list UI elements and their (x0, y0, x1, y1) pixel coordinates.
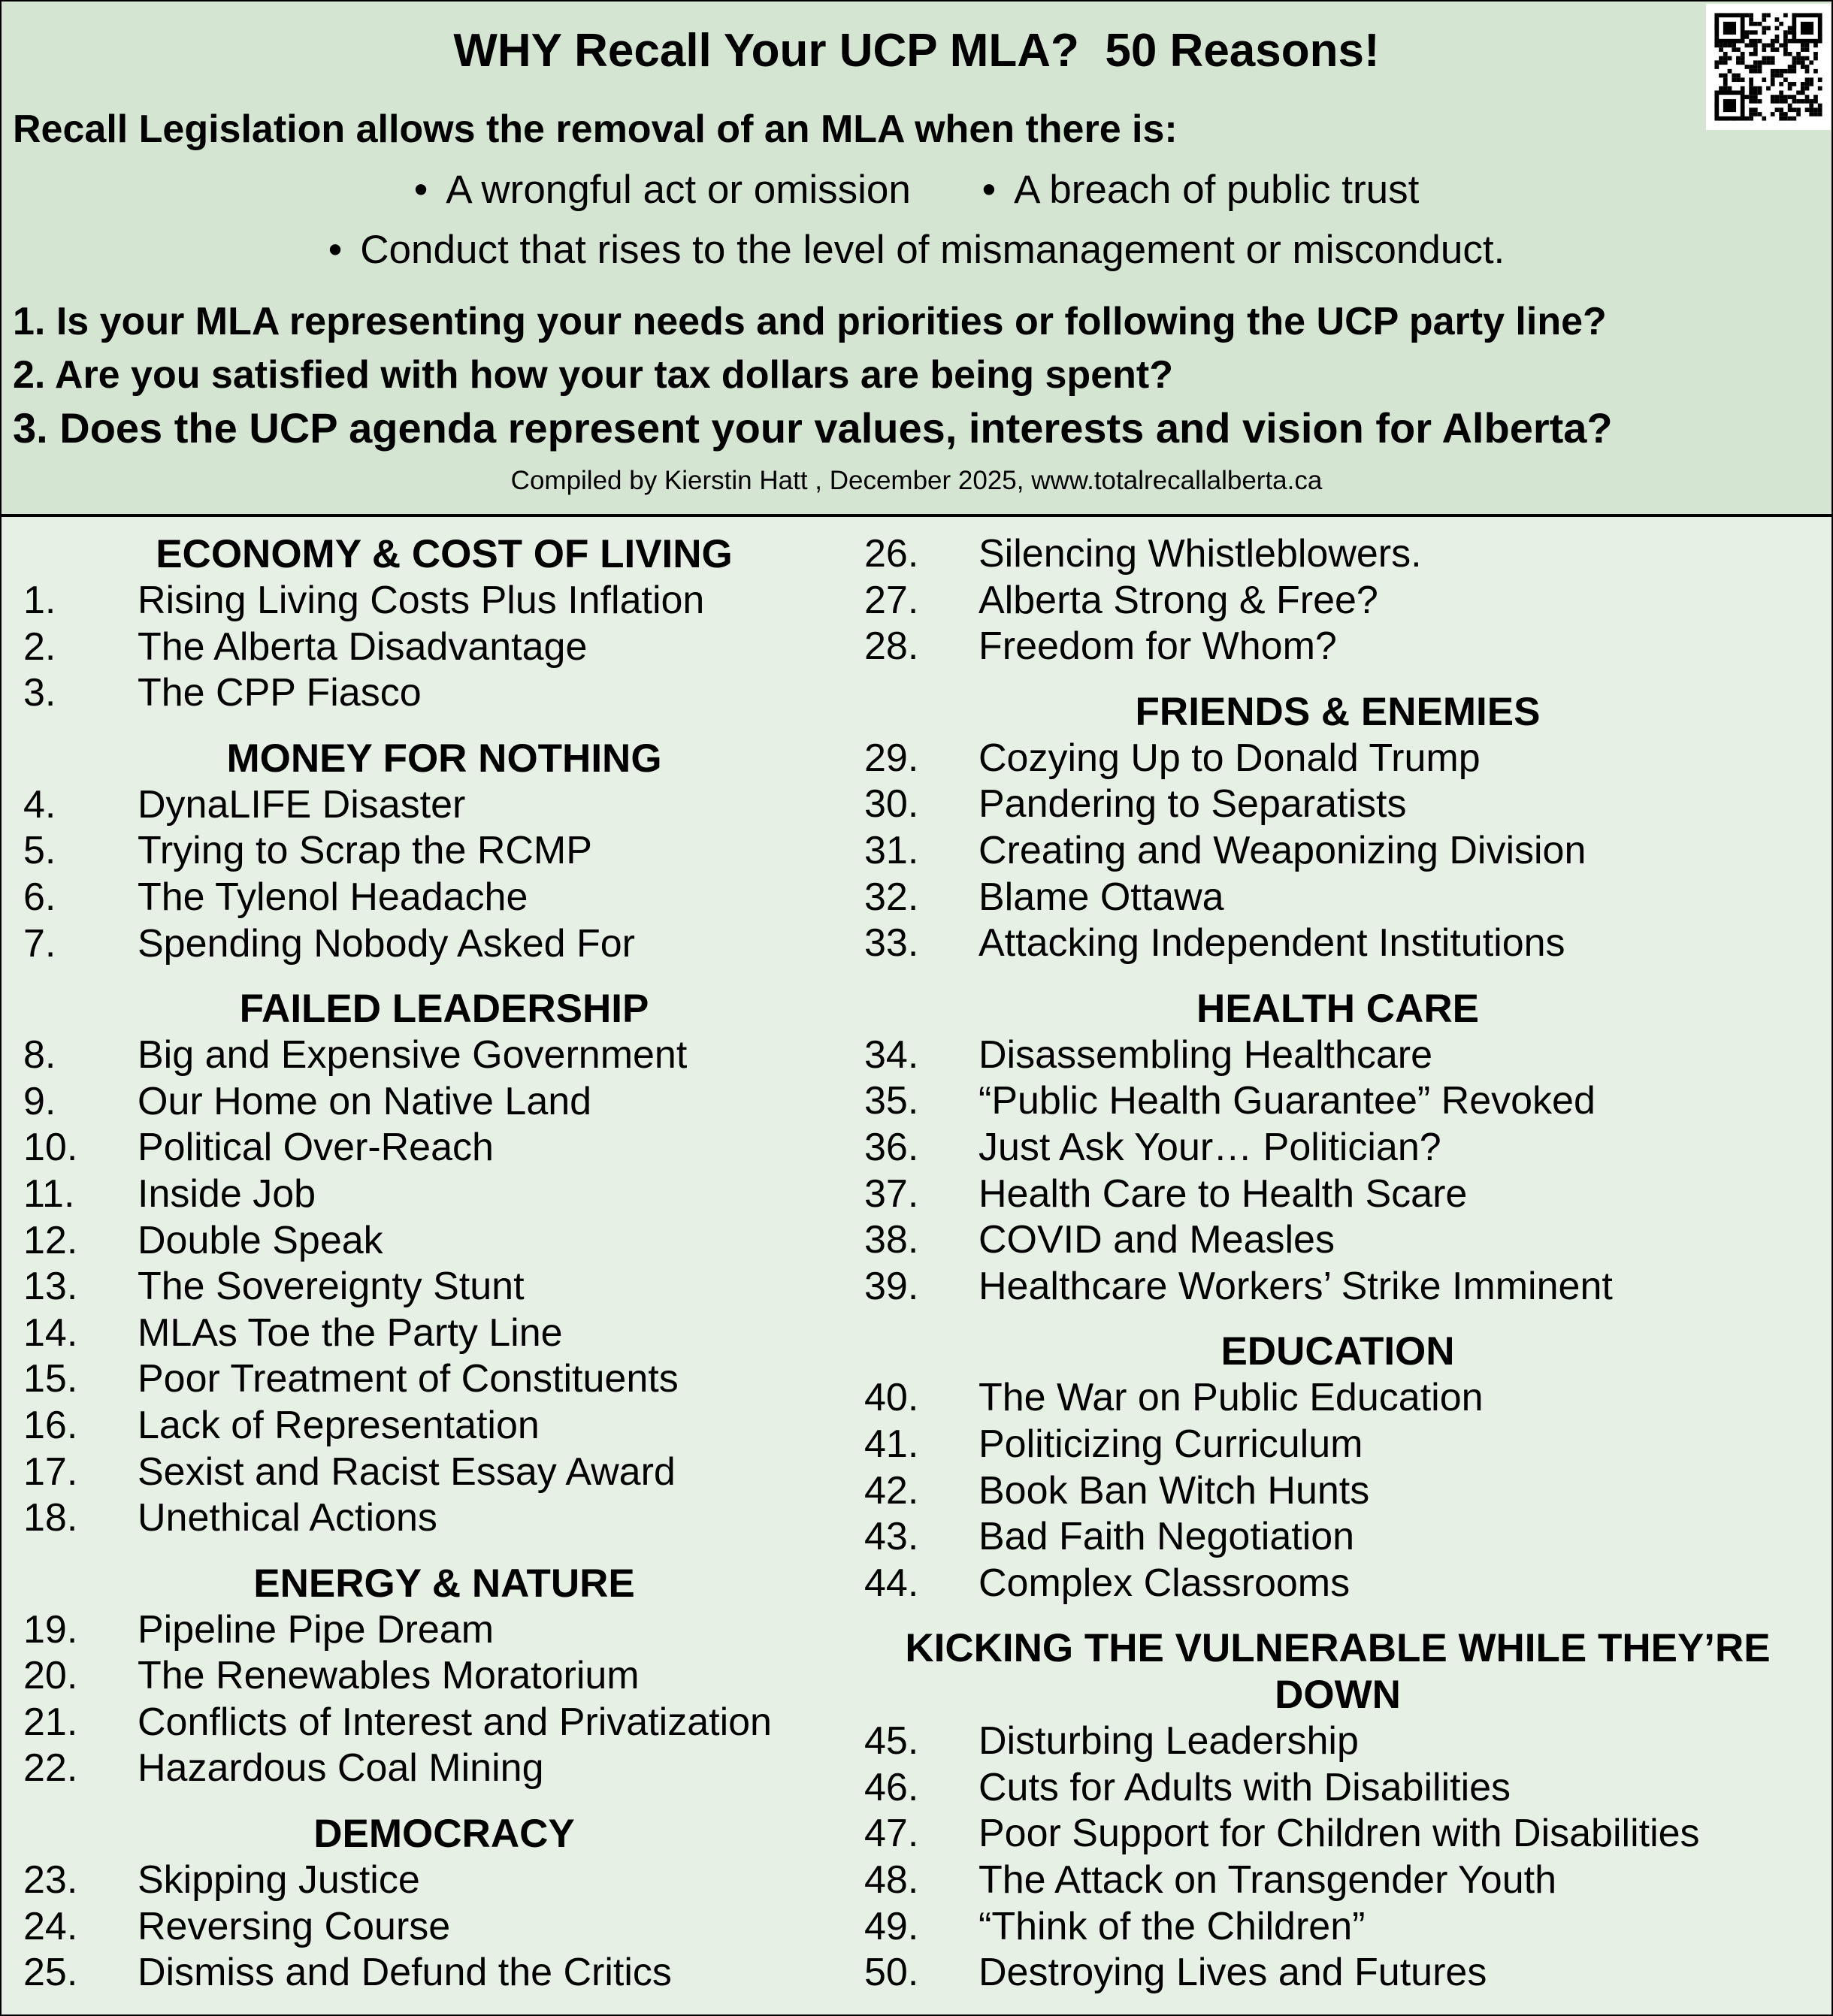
item-number: 34. (864, 1032, 919, 1077)
item-number: 21. (23, 1700, 78, 1744)
section-heading: HEALTH CARE (1196, 986, 1479, 1031)
criteria-row-1 (2, 167, 1831, 213)
question-2: 2. Are you satisfied with how your tax dollars are being spent? (13, 353, 1173, 397)
list-item (864, 1857, 1826, 1904)
item-text: Skipping Justice (138, 1858, 420, 1903)
item-text: DynaLIFE Disaster (138, 782, 466, 827)
item-text: Conflicts of Interest and Privatization (138, 1700, 772, 1744)
list-item (864, 1561, 1826, 1607)
item-number: 18. (23, 1496, 78, 1540)
item-number: 45. (864, 1719, 919, 1764)
item-text: Silencing Whistleblowers. (979, 532, 1422, 576)
list-item (864, 1078, 1826, 1125)
item-number: 35. (864, 1079, 919, 1123)
list-item (23, 624, 858, 671)
item-number: 7. (23, 921, 56, 966)
item-text: Bad Faith Negotiation (979, 1515, 1355, 1559)
list-item (23, 1745, 858, 1792)
item-number: 36. (864, 1125, 919, 1169)
item-text: Trying to Scrap the RCMP (138, 829, 592, 873)
item-text: Poor Support for Children with Disabilities (979, 1812, 1700, 1856)
item-text: The Alberta Disadvantage (138, 624, 588, 669)
header-panel (2, 2, 1831, 517)
list-item (23, 1449, 858, 1496)
list-item (864, 1718, 1826, 1765)
qr-code-icon[interactable] (1706, 4, 1831, 130)
item-text: Unethical Actions (138, 1496, 437, 1540)
item-number: 22. (23, 1746, 78, 1791)
item-number: 27. (864, 578, 919, 622)
section-heading: ENERGY & NATURE (253, 1561, 635, 1606)
item-number: 26. (864, 532, 919, 576)
item-number: 5. (23, 829, 56, 873)
item-number: 12. (23, 1218, 78, 1262)
list-item (23, 1857, 858, 1904)
list-item (23, 670, 858, 717)
item-text: Hazardous Coal Mining (138, 1746, 544, 1791)
item-text: COVID and Measles (979, 1218, 1335, 1262)
list-item (23, 1310, 858, 1357)
item-number: 25. (23, 1951, 78, 1995)
section-heading: ECONOMY & COST OF LIVING (156, 532, 733, 576)
item-number: 20. (23, 1654, 78, 1698)
page-title: WHY Recall Your UCP MLA? 50 Reasons! (453, 25, 1380, 77)
list-item (864, 1264, 1826, 1310)
item-number: 17. (23, 1449, 78, 1494)
item-text: Healthcare Workers’ Strike Imminent (979, 1264, 1613, 1308)
item-number: 28. (864, 624, 919, 669)
item-text: Pandering to Separatists (979, 782, 1407, 827)
criterion: • A wrongful act or omission (414, 167, 911, 213)
list-item (23, 1125, 858, 1171)
item-number: 3. (23, 671, 56, 715)
list-item (23, 782, 858, 829)
list-item (23, 578, 858, 624)
section-heading: FAILED LEADERSHIP (239, 987, 649, 1032)
item-text: Blame Ottawa (979, 875, 1224, 919)
item-text: The Tylenol Headache (138, 875, 528, 919)
list-item (23, 1264, 858, 1310)
item-text: Sexist and Racist Essay Award (138, 1449, 676, 1494)
list-item (864, 1422, 1826, 1468)
list-item (23, 1495, 858, 1542)
item-text: Just Ask Your… Politician? (979, 1125, 1441, 1169)
item-number: 6. (23, 875, 56, 919)
question-1: 1. Is your MLA representing your needs and priorities or following the UCP party line? (13, 300, 1607, 343)
list-item (23, 1904, 858, 1951)
list-item (23, 1403, 858, 1449)
item-text: Rising Living Costs Plus Inflation (138, 579, 705, 622)
item-number: 32. (864, 875, 919, 919)
list-item (23, 1171, 858, 1218)
list-item (23, 1079, 858, 1126)
item-text: “Think of the Children” (979, 1904, 1366, 1948)
item-text: Book Ban Witch Hunts (979, 1468, 1370, 1513)
item-number: 44. (864, 1561, 919, 1605)
item-text: Lack of Representation (138, 1403, 540, 1447)
list-item (864, 624, 1826, 670)
item-number: 1. (23, 579, 56, 622)
criterion: • A breach of public trust (982, 167, 1420, 213)
item-text: The CPP Fiasco (138, 671, 422, 715)
list-item (23, 1700, 858, 1746)
list-item (864, 1765, 1826, 1812)
list-item (23, 828, 858, 875)
list-item (864, 781, 1826, 828)
section-heading: FRIENDS & ENEMIES (1135, 689, 1541, 734)
section-heading: DEMOCRACY (313, 1812, 575, 1857)
list-item (23, 1607, 858, 1654)
list-item (864, 578, 1826, 624)
item-number: 11. (23, 1171, 75, 1216)
item-number: 16. (23, 1403, 78, 1447)
criteria-row-2 (2, 227, 1831, 273)
item-number: 41. (864, 1422, 919, 1466)
item-text: Pipeline Pipe Dream (138, 1607, 495, 1652)
list-item (864, 1125, 1826, 1171)
item-number: 46. (864, 1765, 919, 1809)
item-text: Reversing Course (138, 1904, 451, 1948)
item-number: 19. (23, 1607, 78, 1652)
list-item (864, 1950, 1826, 1996)
list-item (864, 1375, 1826, 1422)
item-text: Disassembling Healthcare (979, 1032, 1433, 1077)
item-text: Dismiss and Defund the Critics (138, 1951, 672, 1995)
list-item (864, 920, 1826, 967)
item-text: Freedom for Whom? (979, 624, 1337, 669)
criterion: • Conduct that rises to the level of mismanagement or misconduct. (328, 227, 1505, 273)
item-number: 33. (864, 921, 919, 966)
item-text: Inside Job (138, 1171, 316, 1216)
item-number: 9. (23, 1079, 56, 1123)
item-number: 37. (864, 1171, 919, 1216)
item-number: 47. (864, 1812, 919, 1856)
list-item (23, 1653, 858, 1700)
item-number: 40. (864, 1376, 919, 1420)
item-number: 31. (864, 828, 919, 872)
list-item (864, 828, 1826, 875)
list-item (864, 875, 1826, 921)
item-text: Political Over-Reach (138, 1126, 494, 1170)
list-item (23, 1032, 858, 1079)
list-item (23, 1356, 858, 1403)
item-number: 24. (23, 1904, 78, 1948)
item-number: 8. (23, 1033, 56, 1078)
item-text: Spending Nobody Asked For (138, 921, 635, 966)
list-item (864, 1514, 1826, 1561)
section-heading: KICKING THE VULNERABLE WHILE THEY’RE DOWN (905, 1626, 1771, 1718)
item-number: 30. (864, 782, 919, 827)
item-number: 50. (864, 1951, 919, 1995)
item-text: Our Home on Native Land (138, 1079, 592, 1123)
item-number: 49. (864, 1904, 919, 1948)
item-number: 23. (23, 1858, 78, 1903)
list-item (864, 736, 1826, 782)
item-text: Double Speak (138, 1218, 383, 1262)
section-heading: EDUCATION (1220, 1329, 1455, 1374)
list-item (23, 1218, 858, 1265)
item-text: The Attack on Transgender Youth (979, 1858, 1557, 1903)
list-item (23, 921, 858, 968)
list-item (864, 1032, 1826, 1079)
left-column (23, 531, 858, 1996)
item-text: Attacking Independent Institutions (979, 921, 1565, 966)
item-text: Creating and Weaponizing Division (979, 828, 1586, 872)
item-number: 48. (864, 1858, 919, 1903)
item-text: The Renewables Moratorium (138, 1654, 640, 1698)
item-text: Alberta Strong & Free? (979, 578, 1378, 622)
list-item (864, 1904, 1826, 1951)
list-item (23, 875, 858, 921)
item-number: 14. (23, 1310, 78, 1355)
item-number: 4. (23, 782, 56, 827)
item-text: MLAs Toe the Party Line (138, 1310, 563, 1355)
item-text: Destroying Lives and Futures (979, 1951, 1487, 1995)
item-number: 15. (23, 1357, 78, 1401)
list-item (864, 1468, 1826, 1515)
item-text: Big and Expensive Government (138, 1033, 688, 1078)
section-heading: MONEY FOR NOTHING (226, 736, 662, 781)
item-number: 29. (864, 736, 919, 780)
question-3: 3. Does the UCP agenda represent your values, interests and vision for Alberta? (13, 404, 1613, 452)
item-number: 43. (864, 1515, 919, 1559)
right-column (864, 531, 1826, 1996)
list-item (864, 1217, 1826, 1264)
item-number: 2. (23, 624, 56, 669)
item-text: The War on Public Education (979, 1376, 1484, 1420)
credit-line: Compiled by Kierstin Hatt , December 2025, www.totalrecallalberta.ca (510, 466, 1323, 495)
item-number: 42. (864, 1468, 919, 1513)
item-number: 10. (23, 1126, 78, 1170)
list-item (864, 1811, 1826, 1857)
item-text: The Sovereignty Stunt (138, 1265, 525, 1309)
item-text: Politicizing Curriculum (979, 1422, 1363, 1466)
item-text: “Public Health Guarantee” Revoked (979, 1079, 1596, 1123)
item-text: Health Care to Health Scare (979, 1171, 1468, 1216)
item-number: 13. (23, 1265, 78, 1309)
list-item (864, 1171, 1826, 1218)
list-item (23, 1950, 858, 1996)
intro-text: Recall Legislation allows the removal of an MLA when there is: (13, 107, 1178, 151)
item-text: Poor Treatment of Constituents (138, 1357, 679, 1401)
item-number: 38. (864, 1218, 919, 1262)
list-item (864, 531, 1826, 578)
item-text: Cuts for Adults with Disabilities (979, 1765, 1511, 1809)
item-text: Disturbing Leadership (979, 1719, 1359, 1764)
item-text: Cozying Up to Donald Trump (979, 736, 1481, 780)
item-text: Complex Classrooms (979, 1561, 1351, 1605)
item-number: 39. (864, 1264, 919, 1308)
